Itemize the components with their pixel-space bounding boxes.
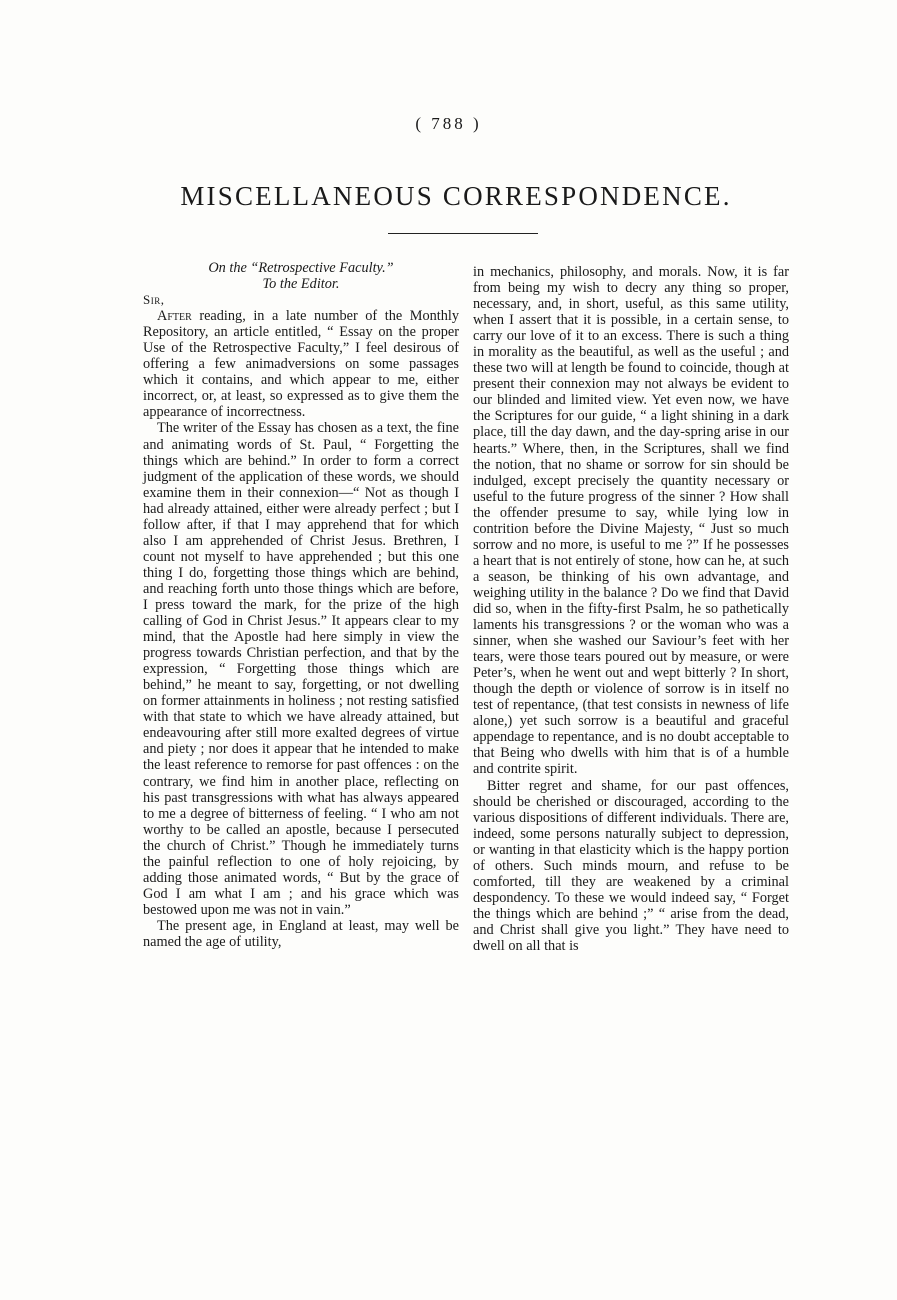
opening-word: After [157,308,192,325]
left-column [143,260,459,950]
salutation: Sir, [143,292,165,308]
heading-rule [388,233,538,234]
section-heading: MISCELLANEOUS CORRESPONDENCE. [180,181,732,211]
paragraph: The writer of the Essay has chosen as a text, the fine and animating words of St. Paul, “ Forgetting the things which are behind.” In order to form a correct judgment of the application of these words, we should examine them in their connexion—“ Not as though I had already attained, either were already perfect ; but I follow after, if that I may apprehend that for which also I am apprehended of Christ Jesus. Brethren, I count not myself to have apprehended ; but this one thing I do, forgetting those things which are behind, and reaching forth unto those things which are before, I press toward the mark, for the prize of the high calling of God in Christ Jesus.” It appears clear to my mind, that the Apostle had here simply in view the progress towards Christian perfection, and that by the expression, “ Forgetting those things which are behind,” he meant to say, forgetting, or not dwelling on former attainments in holiness ; not resting satisfied with that state to which we have already attained, but endeavouring after still more exalted degrees of virtue and piety ; nor does it appear that he intended to make the least reference to remorse for past offences : on the contrary, we find him in another place, reflecting on his past transgressions with what has always appeared to me a degree of bitterness of feeling. “ I who am not worthy to be called an apostle, because I persecuted the church of Christ.” Though he immediately turns the painful reflection to one of holy rejoicing, by adding those animated words, “ But by the grace of God I am what I am ; and his grace which was bestowed upon me was not in vain.” [143,420,459,918]
paragraph [143,308,459,420]
paragraph: in mechanics, philosophy, and morals. Now, it is far from being my wish to decry any thing so proper, necessary, and, in short, useful, as this same utility, when I assert that it is possible, in a certain sense, to carry our love of it to an excess. There is such a thing in morality as the beautiful, as well as the useful ; and these two will at length be found to coincide, though at present their connexion may not always be evident to our blinded and limited view. Yet even now, we have the Scriptures for our guide, “ a light shining in a dark place, till the day dawn, and the day-spring arise in our hearts.” Where, then, in the Scriptures, shall we find the notion, that no shame or sorrow for sin should be indulged, except precisely the quantity necessary or useful to the future progress of the sinner ? How shall the offender presume to say, while lying low in contrition before the Divine Majesty, “ Just so much sorrow and no more, is useful to me ?” If he possesses a heart that is not entirely of stone, how can he, at such a season, be thinking of his own advantage, and weighing utility in the balance ? Do we find that David did so, when in the fifty-first Psalm, he so pathetically laments his transgressions ? or the woman who was a sinner, when she washed our Saviour’s feet with her tears, were those tears poured out by measure, or were Peter’s, when he went out and wept bitterly ? In short, though the depth or violence of sorrow is in itself no test of repentance, (that test consists in newness of life alone,) yet such sorrow is a beautiful and graceful appendage to repentance, and is no doubt acceptable to that Being who dwells with him that is of a humble and contrite spirit. [473,264,789,778]
page-number: ( 788 ) [415,114,482,133]
paragraph-text: reading, in a late number of the Monthly Repository, an article entitled, “ Essay on the proper Use of the Retrospective Faculty,” I feel desirous of offering a few animadversions on some passages which it contains, and which appear to me, either incorrect, or, at least, so expressed as to give them the appearance of incorrectness. [143,308,459,421]
right-column [473,264,789,954]
addressee-line: To the Editor. [262,276,340,293]
paragraph: Bitter regret and shame, for our past offences, should be cherished or discouraged, according to the various dispositions of different individuals. There are, indeed, some persons naturally subject to depression, or wanting in that elasticity which is the happy portion of others. Such minds mourn, and refuse to be comforted, till they are weakened by a criminal despondency. To these we would indeed say, “ Forget the things which are behind ;” “ arise from the dead, and Christ shall give you light.” They have need to dwell on all that is [473,777,789,954]
paragraph: The present age, in England at least, may well be named the age of utility, [143,917,459,950]
article-title: On the “Retrospective Faculty.” [208,260,394,276]
